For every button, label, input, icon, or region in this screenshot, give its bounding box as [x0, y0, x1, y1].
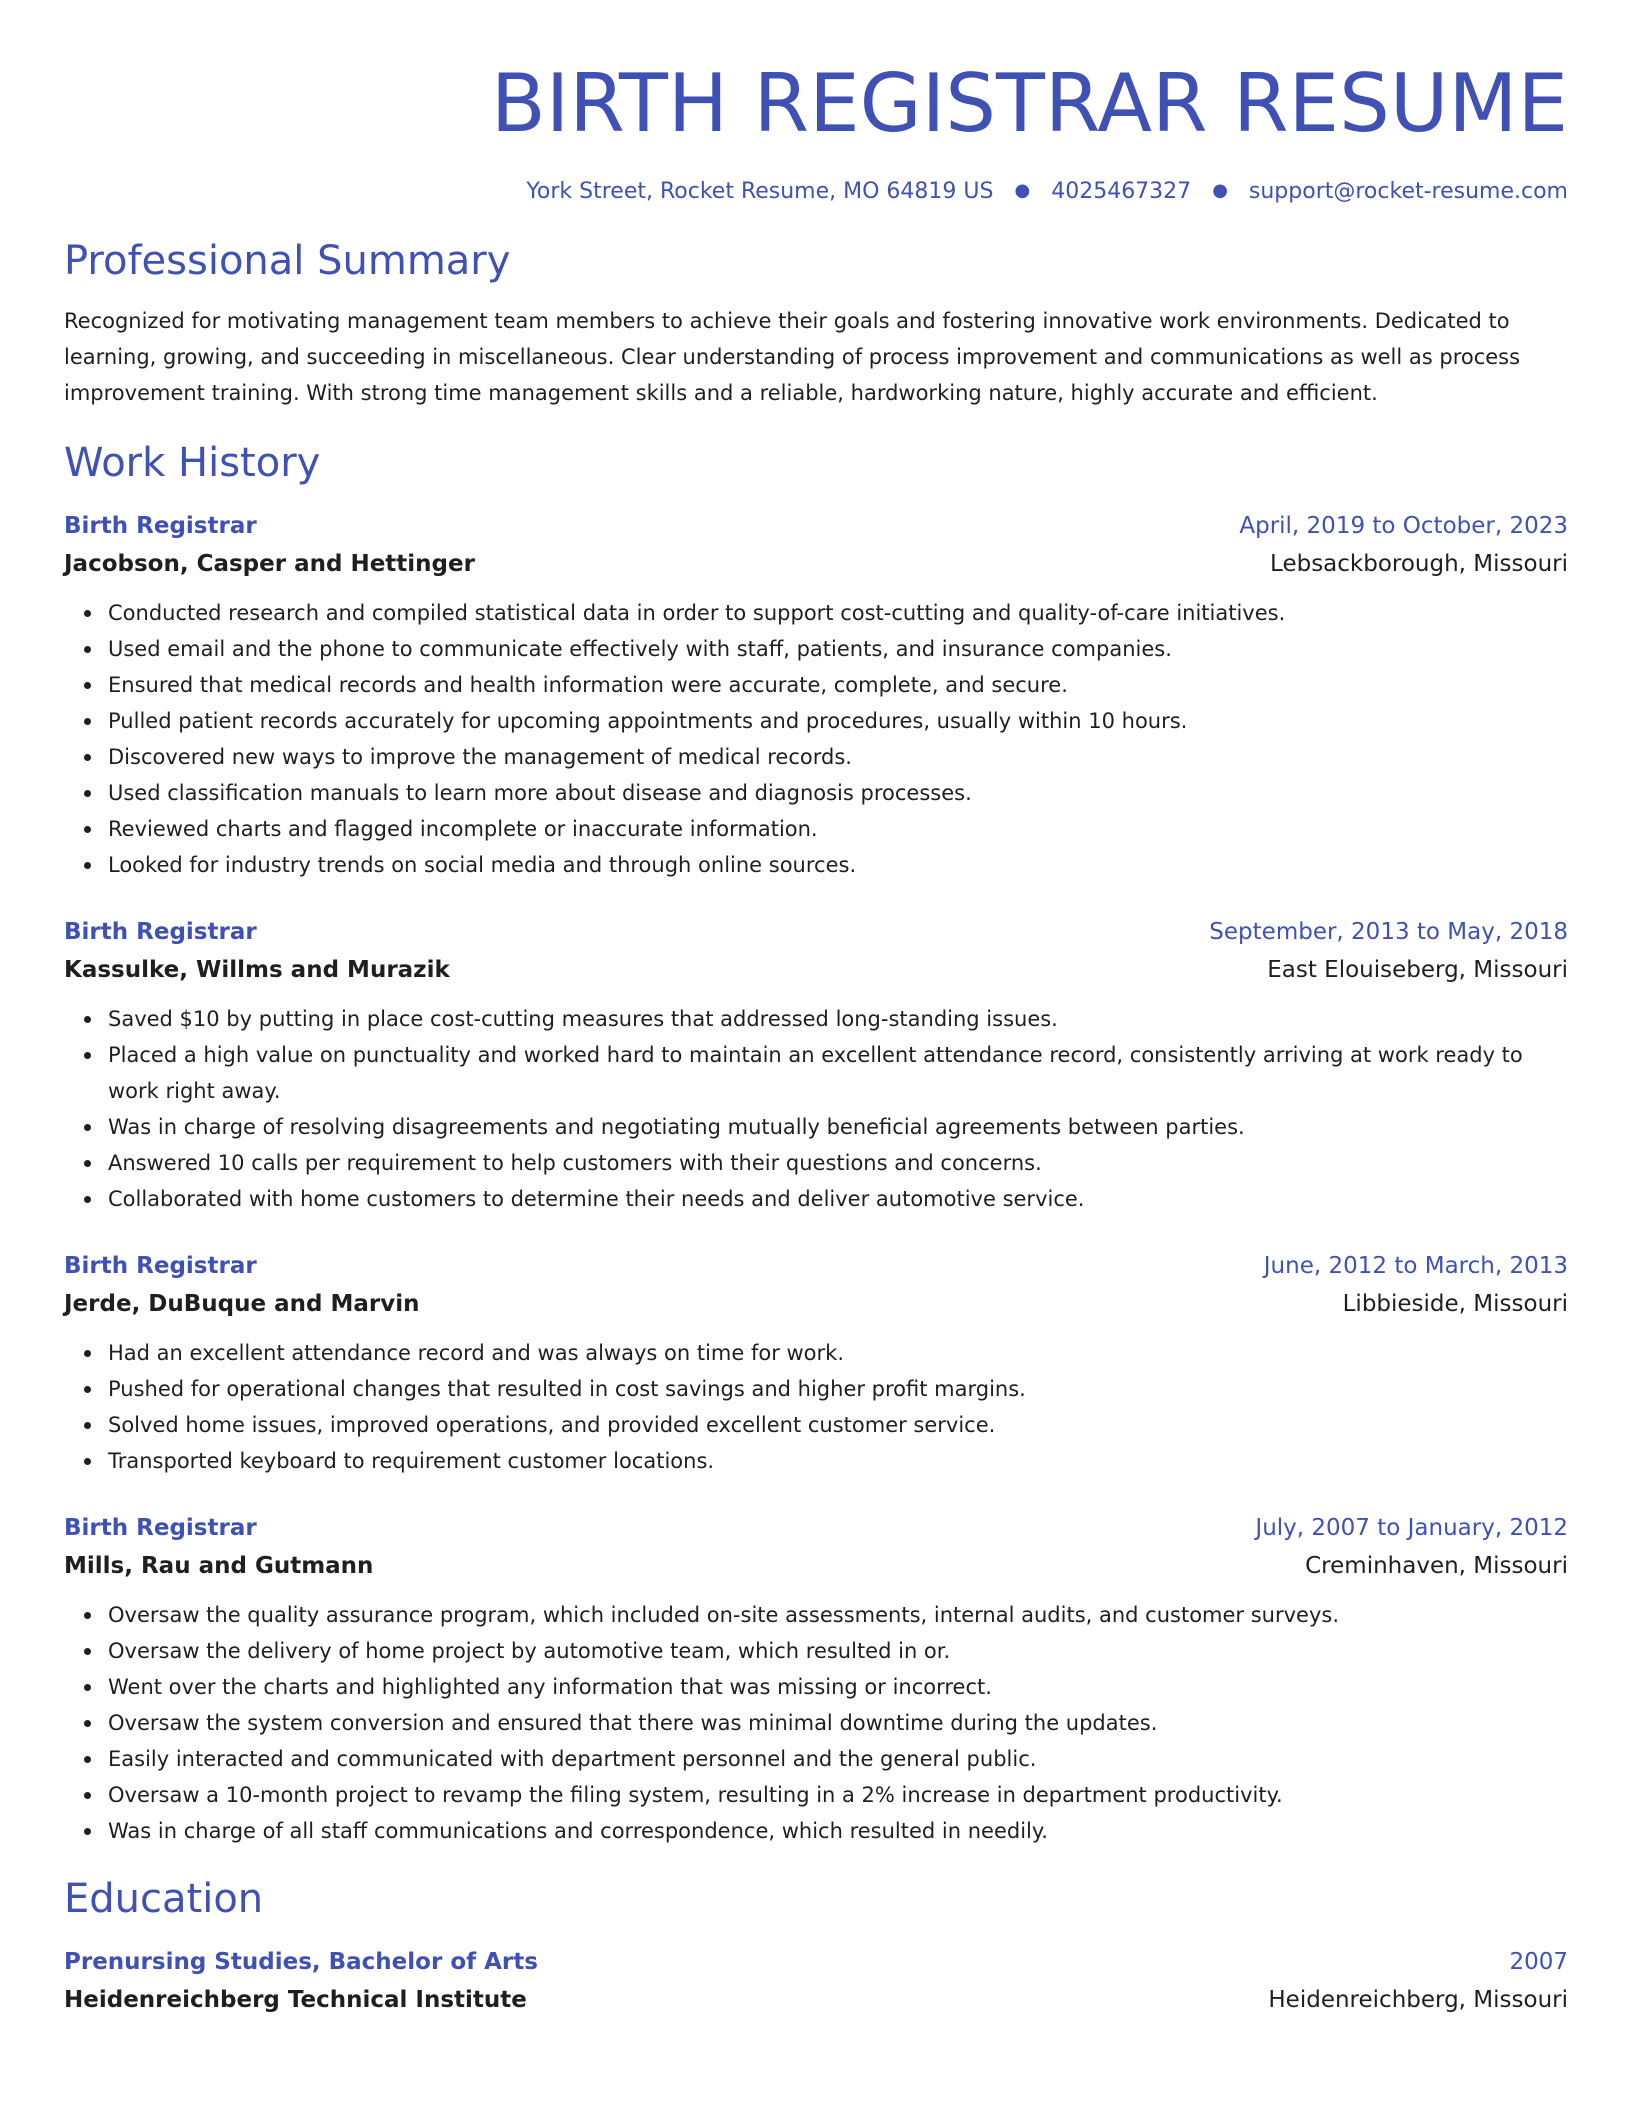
bullet-item: Reviewed charts and flagged incomplete or inaccurate information. [108, 811, 1568, 847]
education-section [64, 1873, 1568, 2019]
separator-dot-icon: ● [1212, 180, 1228, 201]
bullet-item: Solved home issues, improved operations, and provided excellent customer service. [108, 1407, 1568, 1443]
job-bullets [64, 1335, 1568, 1479]
contact-line [64, 176, 1568, 207]
bullet-item: Placed a high value on punctuality and worked hard to maintain an excellent attendance record, consistently arriving at work ready to work right away. [108, 1037, 1568, 1109]
bullet-item: Had an excellent attendance record and was always on time for work. [108, 1335, 1568, 1371]
job-location: East Elouiseberg, Missouri [1267, 957, 1568, 983]
bullet-item: Used classification manuals to learn more about disease and diagnosis processes. [108, 775, 1568, 811]
job-location: Lebsackborough, Missouri [1270, 551, 1568, 577]
bullet-item: Transported keyboard to requirement customer locations. [108, 1443, 1568, 1479]
bullet-item: Went over the charts and highlighted any information that was missing or incorrect. [108, 1669, 1568, 1705]
job-location: Creminhaven, Missouri [1305, 1553, 1568, 1579]
bullet-item: Conducted research and compiled statistical data in order to support cost-cutting and quality-of-care initiatives. [108, 595, 1568, 631]
job-role: Birth Registrar [64, 513, 257, 539]
job-bullets [64, 1001, 1568, 1217]
job-bullets [64, 1597, 1568, 1849]
work-history-heading: Work History [64, 440, 321, 486]
education-year: 2007 [1509, 1949, 1568, 1975]
bullet-item: Oversaw the quality assurance program, which included on-site assessments, internal audits, and customer surveys. [108, 1597, 1568, 1633]
bullet-item: Oversaw the system conversion and ensured that there was minimal downtime during the updates. [108, 1705, 1568, 1741]
bullet-item: Pushed for operational changes that resulted in cost savings and higher profit margins. [108, 1371, 1568, 1407]
bullet-item: Oversaw the delivery of home project by automotive team, which resulted in or. [108, 1633, 1568, 1669]
job-dates: September, 2013 to May, 2018 [1209, 919, 1568, 945]
job-company: Kassulke, Willms and Murazik [64, 957, 450, 983]
education-heading: Education [64, 1876, 264, 1922]
job-entry [64, 1509, 1568, 1849]
bullet-item: Used email and the phone to communicate effectively with staff, patients, and insurance companies. [108, 631, 1568, 667]
bullet-item: Ensured that medical records and health information were accurate, complete, and secure. [108, 667, 1568, 703]
job-entry [64, 1247, 1568, 1479]
bullet-item: Oversaw a 10-month project to revamp the filing system, resulting in a 2% increase in department productivity. [108, 1777, 1568, 1813]
job-role: Birth Registrar [64, 1253, 257, 1279]
job-role: Birth Registrar [64, 919, 257, 945]
contact-address: York Street, Rocket Resume, MO 64819 US [526, 179, 994, 204]
bullet-item: Easily interacted and communicated with department personnel and the general public. [108, 1741, 1568, 1777]
resume-title: BIRTH REGISTRAR RESUME [490, 57, 1568, 150]
education-school: Heidenreichberg Technical Institute [64, 1987, 527, 2013]
job-company: Mills, Rau and Gutmann [64, 1553, 374, 1579]
resume-page [64, 0, 1568, 2019]
separator-dot-icon: ● [1014, 180, 1031, 201]
bullet-item: Discovered new ways to improve the management of medical records. [108, 739, 1568, 775]
education-entry [64, 1943, 1568, 2019]
bullet-item: Saved $10 by putting in place cost-cutting measures that addressed long-standing issues. [108, 1001, 1568, 1037]
job-location: Libbieside, Missouri [1342, 1291, 1568, 1317]
contact-email: support@rocket-resume.com [1248, 179, 1568, 204]
summary-text: Recognized for motivating management team members to achieve their goals and fostering innovative work environments. Dedicated to learning, growing, and succeeding in miscellaneous. Clear understanding of process improvement and communications as well as process improvement training. With strong time management skills and a reliable, hardworking nature, highly accurate and efficient. [64, 309, 1521, 405]
job-bullets [64, 595, 1568, 883]
job-company: Jacobson, Casper and Hettinger [64, 551, 475, 577]
contact-phone: 4025467327 [1051, 179, 1192, 204]
bullet-item: Pulled patient records accurately for upcoming appointments and procedures, usually within 10 hours. [108, 703, 1568, 739]
job-company: Jerde, DuBuque and Marvin [64, 1291, 420, 1317]
work-history-section [64, 437, 1568, 1849]
bullet-item: Collaborated with home customers to determine their needs and deliver automotive service. [108, 1181, 1568, 1217]
summary-heading: Professional Summary [64, 238, 511, 284]
bullet-item: Answered 10 calls per requirement to help customers with their questions and concerns. [108, 1145, 1568, 1181]
education-degree: Prenursing Studies, Bachelor of Arts [64, 1949, 538, 1975]
bullet-item: Was in charge of resolving disagreements and negotiating mutually beneficial agreements between parties. [108, 1109, 1568, 1145]
job-entry [64, 913, 1568, 1217]
bullet-item: Looked for industry trends on social media and through online sources. [108, 847, 1568, 883]
job-dates: June, 2012 to March, 2013 [1263, 1253, 1568, 1279]
bullet-item: Was in charge of all staff communications and correspondence, which resulted in needily. [108, 1813, 1568, 1849]
job-dates: April, 2019 to October, 2023 [1239, 513, 1568, 539]
education-location: Heidenreichberg, Missouri [1268, 1987, 1568, 2013]
summary-section [64, 235, 1568, 411]
job-dates: July, 2007 to January, 2012 [1255, 1515, 1568, 1541]
job-entry [64, 507, 1568, 883]
job-role: Birth Registrar [64, 1515, 257, 1541]
